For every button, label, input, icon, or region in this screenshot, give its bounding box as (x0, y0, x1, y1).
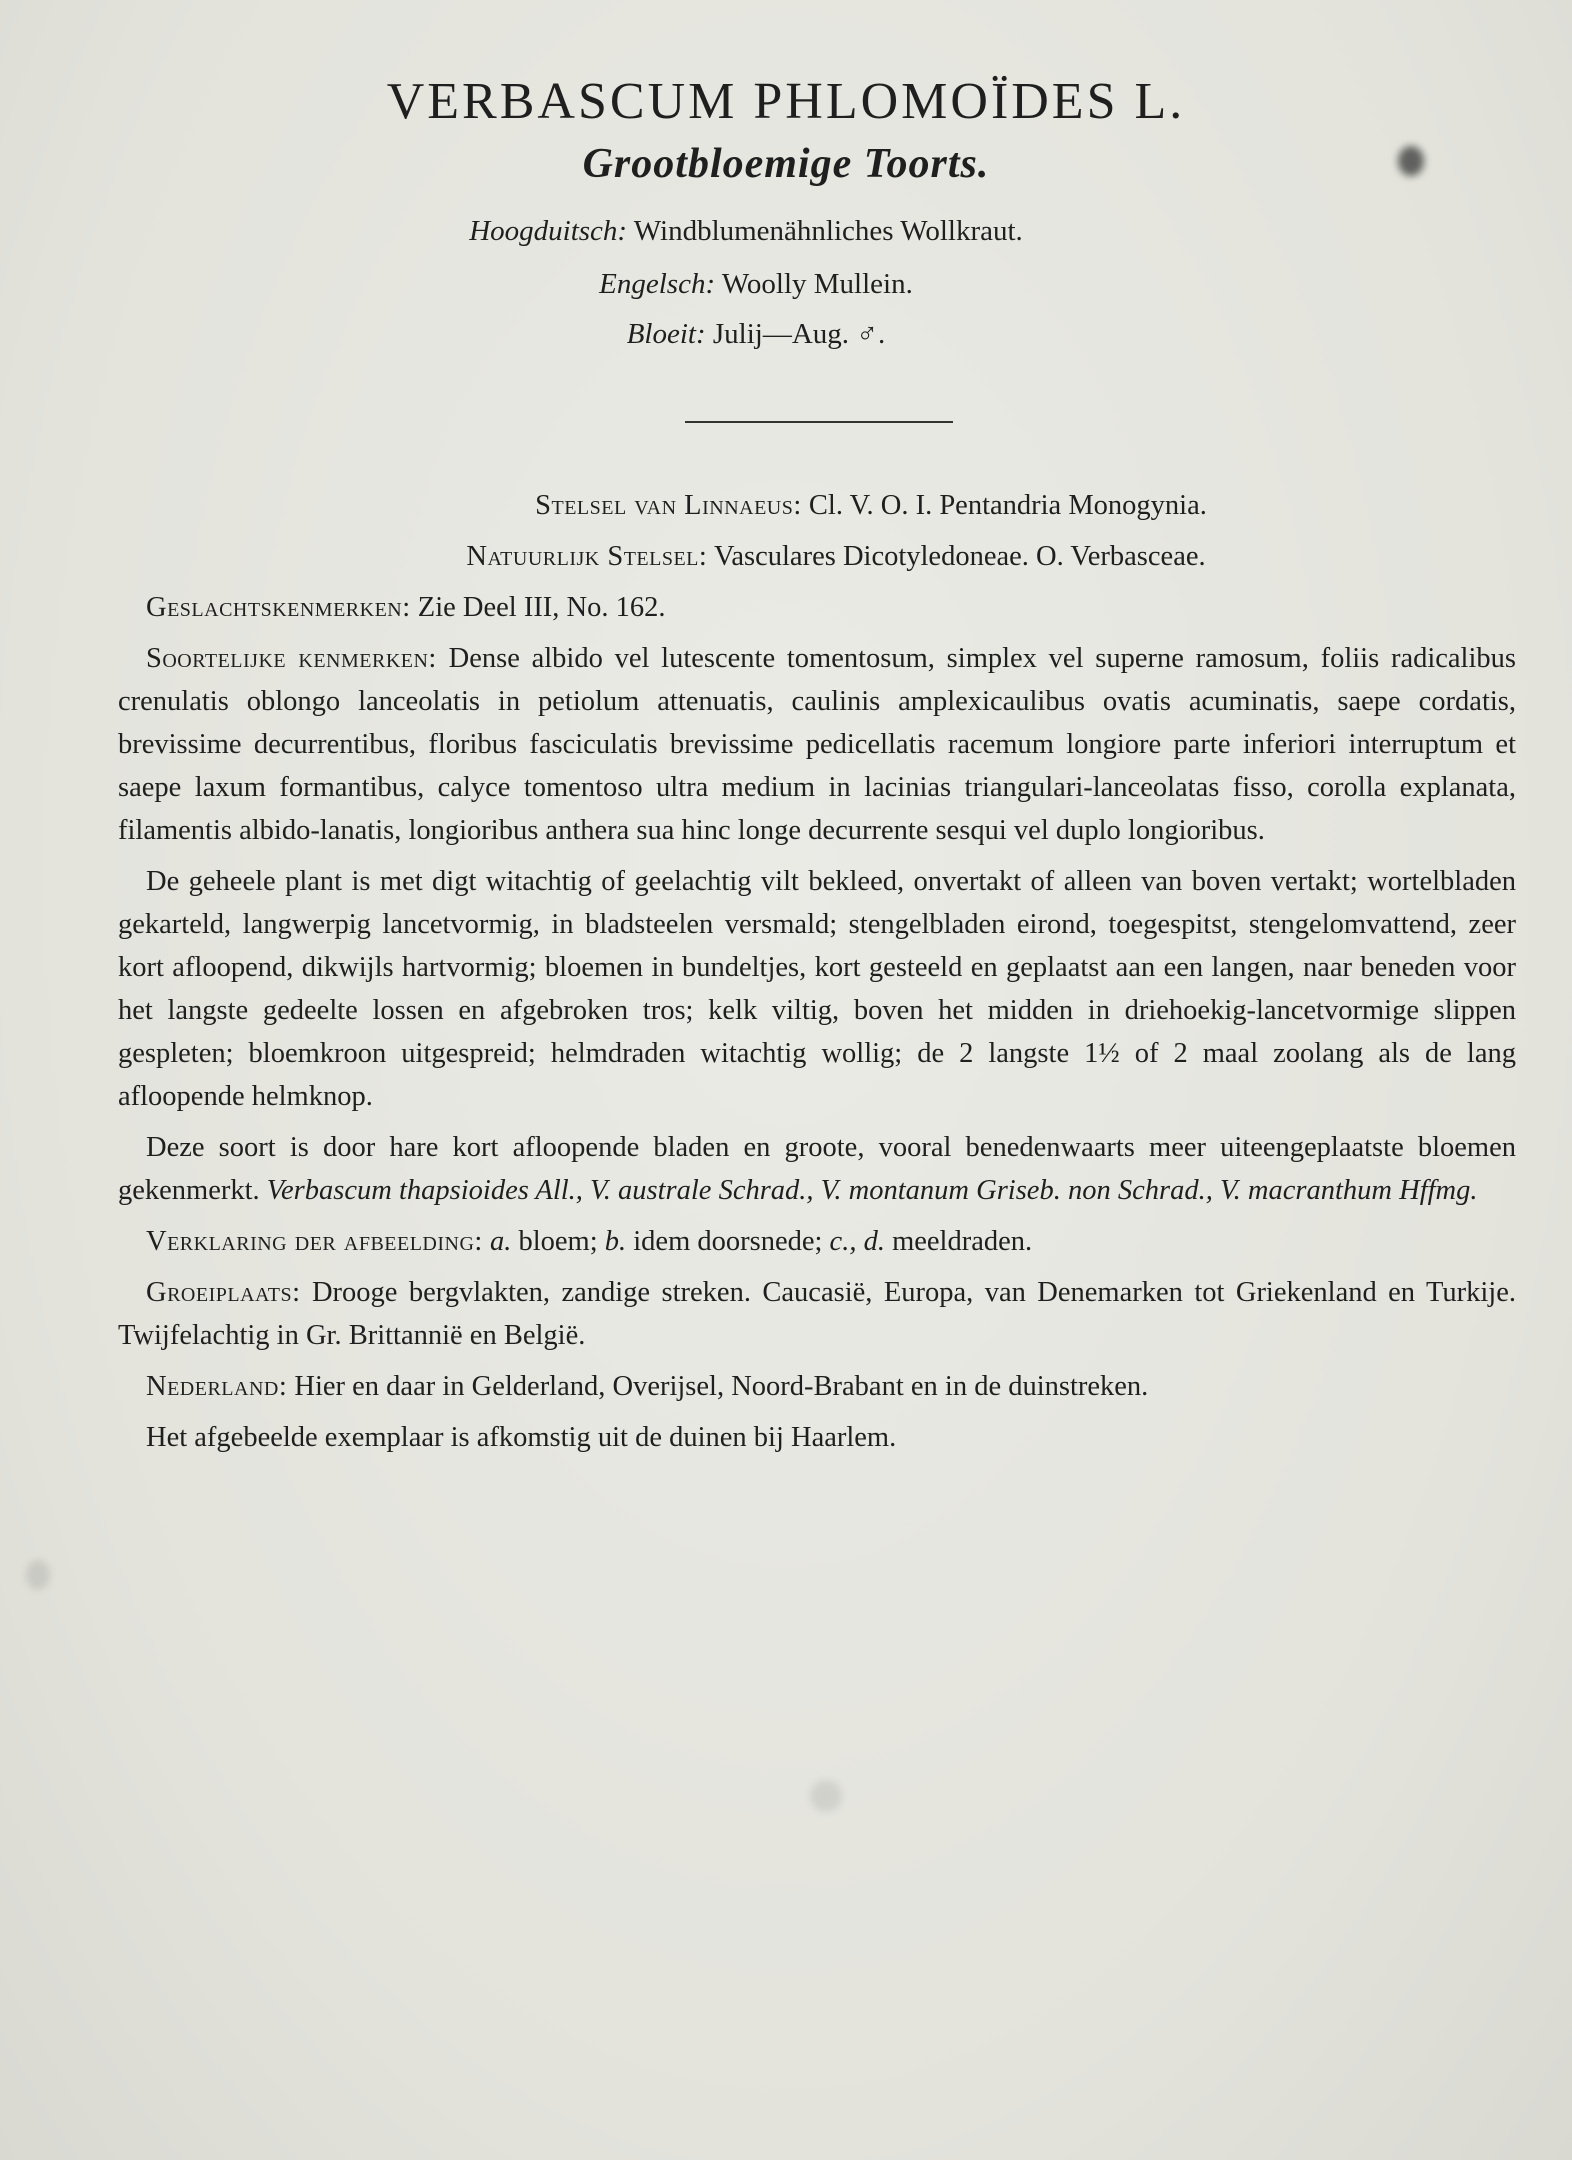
natural-label: Natuurlijk Stelsel: (466, 541, 708, 572)
specimen-note: Het afgebeelde exemplaar is afkomstig uit de duinen bij Haarlem. (146, 1422, 897, 1453)
page-subtitle: Grootbloemige Toorts. (582, 141, 990, 187)
synonyms: Verbascum thapsioides All., V. australe Schrad., V. montanum Griseb. non Schrad., V. macranthum Hffmg. (266, 1175, 1478, 1206)
distinction-text: Deze soort is door hare kort afloopende bladen en groote, vooral benedenwaarts meer uiteengeplaatste bloemen gekenmerkt. (118, 1132, 1516, 1206)
figure-b-text: idem doorsnede; (633, 1226, 823, 1257)
habitat-paragraph (118, 1271, 1516, 1357)
distinction-paragraph (118, 1126, 1516, 1212)
ink-spot (810, 1780, 842, 1812)
figure-cd-letter: c., d. (829, 1226, 885, 1257)
figure-a-text: bloem; (518, 1226, 598, 1257)
genus-label: Geslachtskenmerken: (146, 592, 411, 623)
figure-b-letter: b. (604, 1226, 627, 1257)
linnaeus-value: Cl. V. O. I. Pentandria Monogynia. (808, 490, 1207, 521)
netherlands-value: Hier en daar in Gelderland, Overijsel, Noord-Brabant en in de duinstreken. (294, 1371, 1149, 1402)
natural-system-paragraph (146, 535, 1516, 578)
species-label: Soortelijke kenmerken: (146, 643, 437, 674)
german-name: Windblumenähnliches Wollkraut. (633, 215, 1023, 247)
german-label: Hoogduitsch: (469, 215, 628, 247)
figure-cd-text: meeldraden. (892, 1226, 1033, 1257)
english-label: Engelsch: (599, 268, 716, 300)
divider-rule (685, 421, 953, 423)
natural-value: Vasculares Dicotyledoneae. O. Verbasceae. (713, 541, 1206, 572)
bloom-label: Bloeit: (626, 318, 706, 350)
species-paragraph (118, 637, 1516, 852)
english-name-line (0, 268, 1542, 301)
page-title: VERBASCUM PHLOMOÏDES L. (386, 73, 1186, 130)
bloom-line (0, 318, 1542, 351)
species-value: Dense albido vel lutescente tomentosum, simplex vel superne ramosum, foliis radicalibus crenulatis oblongo lanceolatis in petiolum attenuatis, caulinis amplexicaulibus ovatis acuminatis, saepe cordatis, brevissime decurrentibus, floribus fasciculatis brevissime pedicellatis racemum longiore parte inferiori interruptum et saepe laxum formantibus, calyce tomentoso ultra medium in lacinias triangulari-lanceolatas fisso, corolla explanata, filamentis albido-lanatis, longioribus anthera sua hinc longe decurrente sesqui vel duplo longioribus. (118, 643, 1516, 846)
genus-value: Zie Deel III, No. 162. (417, 592, 666, 623)
netherlands-paragraph (146, 1365, 1516, 1408)
bloom-value: Julij—Aug. ♂. (712, 318, 886, 350)
dutch-description-paragraph: De geheele plant is met digt witachtig of geelachtig vilt bekleed, onvertakt of alleen van boven vertakt; wortelbladen gekarteld, langwerpig lancetvormig, in bladsteelen versmald; stengelbladen eirond, toegespitst, stengelomvattend, zeer kort afloopend, dikwijls hartvormig; bloemen in bundeltjes, kort gesteeld en geplaatst aan een langen, naar beneden voor het langste gedeelte lossen en afgebroken tros; kelk viltig, boven het midden in driehoekig-lancetvormige slippen gespleten; bloemkroon uitgespreid; helmdraden witachtig wollig; de 2 langste 1½ of 2 maal zoolang als de lang afloopende helmknop. (118, 866, 1516, 1112)
figure-paragraph (146, 1220, 1516, 1263)
genus-paragraph (146, 586, 1516, 629)
linnaeus-paragraph (146, 484, 1516, 527)
german-name-line (0, 215, 1532, 248)
netherlands-label: Nederland: (146, 1371, 288, 1402)
document-body (118, 484, 1516, 1467)
habitat-value: Drooge bergvlakten, zandige streken. Caucasië, Europa, van Denemarken tot Griekenland en Turkije. Twijfelachtig in Gr. Brittannië en België. (118, 1277, 1516, 1351)
linnaeus-label: Stelsel van Linnaeus: (535, 490, 802, 521)
english-name: Woolly Mullein. (721, 268, 913, 300)
figure-a-letter: a. (489, 1226, 512, 1257)
ink-spot (26, 1560, 50, 1590)
habitat-label: Groeiplaats: (146, 1277, 301, 1308)
figure-label: Verklaring der afbeelding: (146, 1226, 483, 1257)
